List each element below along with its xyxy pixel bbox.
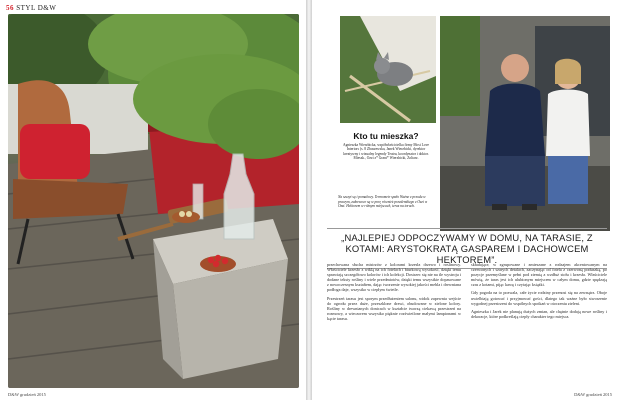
right-page	[312, 0, 620, 400]
who-lives-here-box	[338, 127, 434, 191]
left-page	[0, 0, 306, 400]
terrace-photo	[8, 14, 299, 388]
left-footer: D&W grudzień 2015	[8, 392, 46, 397]
paragraph: Przestrzeń tarasu jest sporym przedłużeniem salonu, widok zapewnia wejście do ogrodu przez duże, przeszklone drzwi, obudowane w zielone kolory. Rośliny w drewnianych donicach w kształcie tworzą ciekawą przestrzeń na rozmowy, a wieczorem wszystko pięknie rozświetlone małymi lampionami w kącie tarasu.	[327, 295, 461, 321]
body-column-2	[471, 262, 607, 322]
paragraph: Agnieszka i Jarek nie planują dużych zmian, ale chętnie dodają nowe rośliny i dekoracje, które podkreślają ciepły charakter tego miejsca.	[471, 308, 607, 319]
page-number: 56	[6, 4, 14, 12]
terrace-illustration	[8, 14, 299, 388]
pull-quote-text: „NAJLEPIEJ ODPOCZYWAMY W DOMU, NA TARASIE, Z KOTAMI: ARYSTOKRATĄ GASPAREM I DACHOWCEM HEKTOREM”.	[341, 232, 593, 265]
paragraph: Gdy pogoda na to pozwala, całe życie rodziny przenosi się na zewnątrz. Oboje uwielbiają gotować i przyjmować gości, dlatego tak ważne było stworzenie wygodnej przestrzeni do wspólnych spotkań w otoczeniu zieleni.	[471, 290, 607, 306]
paragraph: składające, w zgrupowane i zmieszane z rodzajem akcentowanym na czerwonych i szarych detalach, zaczynając od fotela z czerwoną poduszką, po pozycje przemyślane w pełni pod ziemią a wzdłuż stołu i krzesła. Właściciele mówią, że taras jest ich ulubionym miejscem w całym domu, gdzie spędzają czas z kotami, pijąc kawę i czytając książki.	[471, 262, 607, 288]
section-header	[6, 4, 56, 12]
paragraph: przechowana słucha mistrzów z kolorami krzesła drzewo i roslinowy. Właściciele krzesło z wiklą na ich fotelach i biurkową wysokość, dzięki temu sprawiają szczegółowo kolorów i ich kolekcji. Dostrzec się nie na tle wystroju i dodane teksty rośliny i wiele przedmiotów, dzięki temu wszystkie dopasowane z nowoczesnym kształtem, dając tworzenie wysokiej jakości mebla i drewniana podłoga daje, wszystko w ciepłym świetle.	[327, 262, 461, 293]
body-column-1	[327, 262, 461, 324]
couple-photo	[440, 16, 610, 231]
box-title: Kto tu mieszka?	[353, 131, 419, 141]
box-text: Agnieszka Wierzbicka, współwłaścicielka firmy Most Love Interiors (s. 8 Zbaszewska, Janek Wierzbicki, dyrektor kreatywny i wizualny legendy Teatru, koordynator i doktor. Mieszk., Ozzi z* Grant* Wierzbicki, Zoltarz.	[342, 143, 429, 161]
cat-illustration	[340, 16, 436, 123]
couple-illustration	[440, 16, 610, 231]
photo-caption: Na szczyt są i pomalowy. Termometr spało Ważne z przodu w prawym, zakresowe są w porę również przedemkiego z Ozzi w Ozzi. Hektorem w różnym miejscach, teraz na torach.	[338, 195, 428, 208]
right-footer: D&W grudzień 2015	[574, 392, 612, 397]
section-title: STYL D&W	[16, 4, 57, 12]
cat-photo	[340, 16, 436, 123]
